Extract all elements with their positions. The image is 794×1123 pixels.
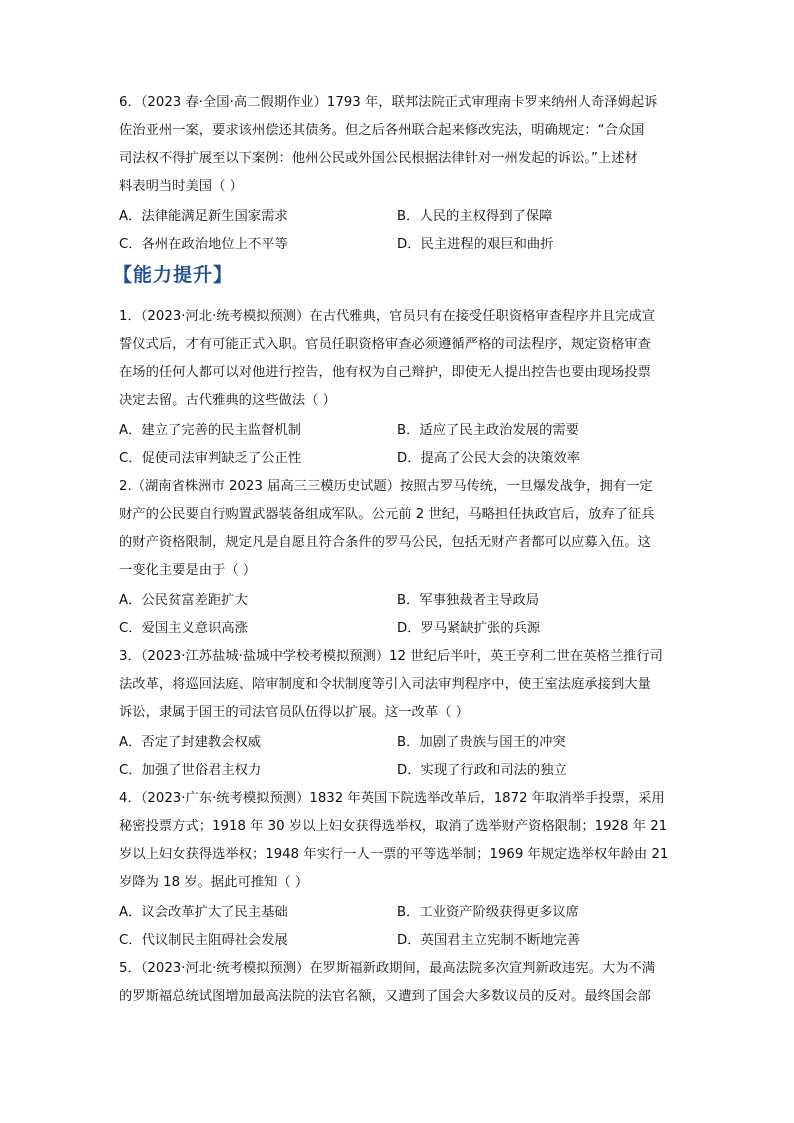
question-text-line: 在场的任何人都可以对他进行控告，他有权为自己辩护，即使无人提出控告也要由现场投票 bbox=[119, 365, 651, 380]
question-text-line: 4．（2023·广东·统考模拟预测）1832 年英国下院选举改革后，1872 年取消举手投票，采用 bbox=[119, 791, 665, 806]
question-text-line: 法改革，将巡回法庭、陪审制度和令状制度等引入司法审判程序中，使王室法庭承接到大量 bbox=[119, 677, 651, 692]
question-text-line: 2.（湖南省株洲市 2023 届高三三模历史试题）按照古罗马传统，一旦爆发战争，拥有一定 bbox=[119, 479, 653, 494]
question-text-line: 秘密投票方式；1918 年 30 岁以上妇女获得选举权，取消了选举财产资格限制；1928 年 21 bbox=[119, 819, 668, 834]
question-text-line: 决定去留。古代雅典的这些做法（ ） bbox=[119, 393, 336, 408]
question-text-line: 1．（2023·河北·统考模拟预测）在古代雅典，官员只有在接受任职资格审查程序并且完成宣 bbox=[119, 309, 656, 324]
question-text-line: 一变化主要是由于（ ） bbox=[119, 563, 257, 578]
option-a[interactable]: A．法律能满足新生国家需求 bbox=[119, 209, 288, 224]
option-c[interactable]: C．各州在政治地位上不平等 bbox=[119, 237, 288, 252]
question-text-line: 财产的公民要自行购置武器装备组成军队。公元前 2 世纪，马略担任执政官后，放弃了征兵 bbox=[119, 507, 655, 522]
option-c[interactable]: C．爱国主义意识高涨 bbox=[119, 621, 248, 636]
option-c[interactable]: C．加强了世俗君主权力 bbox=[119, 763, 262, 778]
option-d[interactable]: D．实现了行政和司法的独立 bbox=[397, 763, 567, 778]
question-text-line: 佐治亚州一案，要求该州偿还其债务。但之后各州联合起来修改宪法，明确规定：“合众国 bbox=[119, 123, 645, 138]
section-title: 【能力提升】 bbox=[113, 264, 234, 286]
question-text-line: 6．（2023 春·全国·高二假期作业）1793 年，联邦法院正式审理南卡罗来纳州人奇泽姆起诉 bbox=[119, 95, 658, 110]
question-text-line: 料表明当时美国（ ） bbox=[119, 179, 243, 194]
question-text-line: 誓仪式后，才有可能正式入职。官员任职资格审查必须遵循严格的司法程序，规定资格审查 bbox=[119, 337, 651, 352]
question-text-line: 的罗斯福总统试图增加最高法院的法官名额，又遭到了国会大多数议员的反对。最终国会部 bbox=[119, 989, 651, 1004]
option-a[interactable]: A．否定了封建教会权威 bbox=[119, 735, 262, 750]
question-text-line: 5．（2023·河北·统考模拟预测）在罗斯福新政期间，最高法院多次宣判新政违宪。大为不满 bbox=[119, 961, 656, 976]
option-a[interactable]: A．议会改革扩大了民主基础 bbox=[119, 905, 288, 920]
question-text-line: 3．（2023·江苏盐城·盐城中学校考模拟预测）12 世纪后半叶，英王亨利二世在英格兰推行司 bbox=[119, 649, 663, 664]
option-a[interactable]: A．建立了完善的民主监督机制 bbox=[119, 423, 301, 438]
question-text-line: 岁降为 18 岁。据此可推知（ ） bbox=[119, 875, 309, 890]
question-text-line: 的财产资格限制，规定凡是自愿且符合条件的罗马公民，包括无财产者都可以应募入伍。这 bbox=[119, 535, 651, 550]
option-c[interactable]: C．代议制民主阻碍社会发展 bbox=[119, 933, 288, 948]
question-text-line: 岁以上妇女获得选举权；1948 年实行一人一票的平等选举制；1969 年规定选举权年龄由 21 bbox=[119, 847, 669, 862]
option-d[interactable]: D．罗马紧缺扩张的兵源 bbox=[397, 621, 541, 636]
option-c[interactable]: C．促使司法审判缺乏了公正性 bbox=[119, 451, 302, 466]
option-b[interactable]: B．适应了民主政治发展的需要 bbox=[397, 423, 579, 438]
option-d[interactable]: D．英国君主立宪制不断地完善 bbox=[397, 933, 581, 948]
option-a[interactable]: A．公民贫富差距扩大 bbox=[119, 593, 248, 608]
option-b[interactable]: B．军事独裁者主导政局 bbox=[397, 593, 540, 608]
question-text-line: 司法权不得扩展至以下案例：他州公民或外国公民根据法律针对一州发起的诉讼。”上述材 bbox=[119, 151, 638, 166]
option-b[interactable]: B．人民的主权得到了保障 bbox=[397, 209, 553, 224]
option-d[interactable]: D．提高了公民大会的决策效率 bbox=[397, 451, 581, 466]
option-b[interactable]: B．加剧了贵族与国王的冲突 bbox=[397, 735, 566, 750]
option-d[interactable]: D．民主进程的艰巨和曲折 bbox=[397, 237, 554, 252]
option-b[interactable]: B．工业资产阶级获得更多议席 bbox=[397, 905, 579, 920]
question-text-line: 诉讼，隶属于国王的司法官员队伍得以扩展。这一改革（ ） bbox=[119, 705, 469, 720]
